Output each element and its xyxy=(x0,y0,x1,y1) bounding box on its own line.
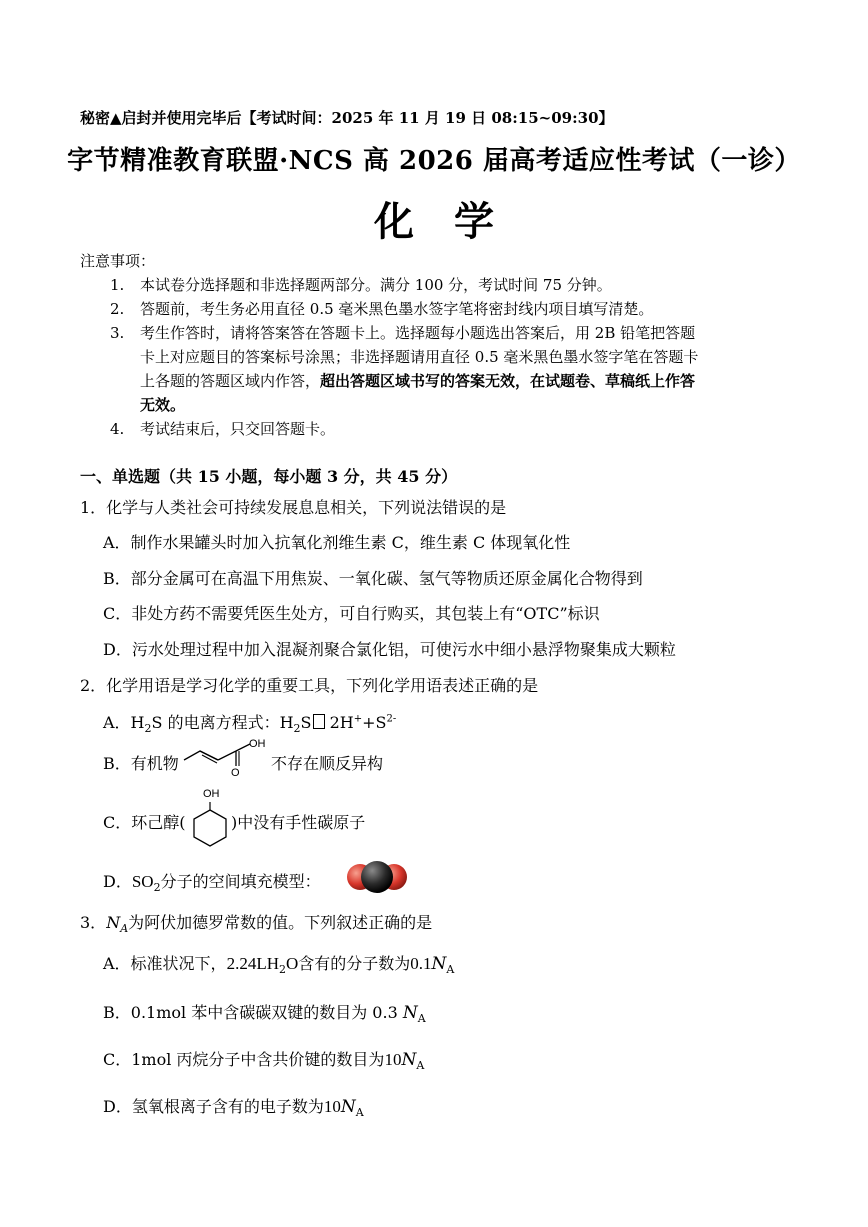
q2-option-d: D．$SO_2$分子的空间填充模型： xyxy=(103,872,321,895)
notice-item-3-line3: 上各题的答题区域内作答，超出答题区域书写的答案无效，在试题卷、草稿纸上作答 xyxy=(140,372,696,390)
notice-item-2: 2. 答题前，考生务必用直径 0.5 毫米黑色墨水签字笔将密封线内项目填写清楚。 xyxy=(110,300,654,318)
q3-option-b: B．0.1mol 苯中含碳碳双键的数目为 0.3 $N_A$ xyxy=(103,1003,426,1026)
notice-item-4: 4. 考试结束后，只交回答题卡。 xyxy=(110,420,336,438)
q2-option-c-prefix: C．环己醇( xyxy=(103,813,186,832)
q1-option-c: C．非处方药不需要凭医生处方，可自行购买，其包装上有“OTC”标识 xyxy=(103,604,600,623)
q2-option-b-suffix: 不存在顺反异构 xyxy=(271,754,384,773)
q2-stem: 2．化学用语是学习化学的重要工具，下列化学用语表述正确的是 xyxy=(80,676,539,695)
notice-item-3-line4: 无效。 xyxy=(140,396,186,414)
q2-option-c-suffix: )中没有手性碳原子 xyxy=(231,813,366,832)
q3-stem: 3．$N_A$为阿伏加德罗常数的值。下列叙述正确的是 xyxy=(80,913,433,936)
q3-option-d: D．氢氧根离子含有的电子数为$10N_A$ xyxy=(103,1097,364,1120)
so2-space-filling-model xyxy=(347,859,407,895)
notice-heading: 注意事项： xyxy=(80,252,156,270)
q1-option-d: D．污水处理过程中加入混凝剂聚合氯化铝，可使污水中细小悬浮物聚集成大颗粒 xyxy=(103,640,676,659)
section-heading: 一、单选题（共 15 小题，每小题 3 分，共 45 分） xyxy=(80,467,458,486)
q1-option-b: B．部分金属可在高温下用焦炭、一氧化碳、氢气等物质还原金属化合物得到 xyxy=(103,569,643,588)
cyclohexanol-structure xyxy=(190,800,230,848)
notice-item-1: 1. 本试卷分选择题和非选择题两部分。满分 100 分，考试时间 75 分钟。 xyxy=(110,276,612,294)
notice-item-3: 3. 考生作答时，请将答案答在答题卡上。选择题每小题选出答案后，用 2B 铅笔把答题 xyxy=(110,324,696,342)
confidential-notice: 秘密▲启封并使用完毕后【考试时间：2025 年 11 月 19 日 08:15~09:30】 xyxy=(80,109,614,127)
notice-item-3-line2: 卡上对应题目的答案标号涂黑；非选择题请用直径 0.5 毫米黑色墨水签字笔在答题卡 xyxy=(140,348,699,366)
exam-title: 字节精准教育联盟·NCS 高 2026 届高考适应性考试（一诊） xyxy=(67,146,801,176)
b-o-label: O xyxy=(231,767,240,779)
q1-option-a: A．制作水果罐头时加入抗氧化剂维生素 C，维生素 C 体现氧化性 xyxy=(103,533,571,552)
b-oh-label: OH xyxy=(249,738,266,750)
q1-stem: 1．化学与人类社会可持续发展息息相关，下列说法错误的是 xyxy=(80,498,507,517)
q3-option-c: C．1mol 丙烷分子中含共价键的数目为$10N_A$ xyxy=(103,1050,425,1073)
notice-emphasis: 超出答题区域书写的答案无效，在试题卷、草稿纸上作答 xyxy=(320,372,696,390)
q2-option-a: A．$H_2S$ 的电离方程式：$H_2S$ $2H^++S^{2-}$ xyxy=(103,713,397,736)
q3-option-a: A．标准状况下，$2.24LH_2O$含有的分子数为$0.1N_A$ xyxy=(103,954,455,977)
equilibrium-symbol xyxy=(313,714,325,729)
subject-title: 化学 xyxy=(374,198,534,245)
q2-option-b-prefix: B．有机物 xyxy=(103,754,179,773)
c-oh-label: OH xyxy=(203,788,220,800)
